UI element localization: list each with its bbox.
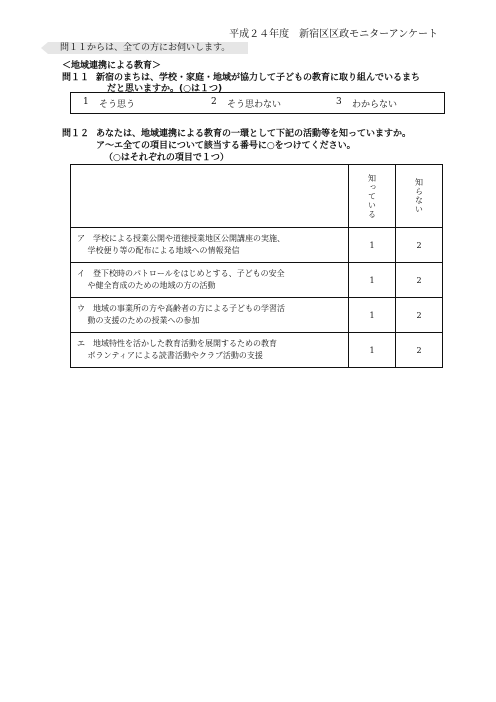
row-e-mark: エ <box>77 339 85 348</box>
row-i-item <box>71 263 349 298</box>
table-row <box>71 298 443 333</box>
row-e-line1: 地域特性を活かした教育活動を展開するための教育 <box>93 339 277 348</box>
q11-number: 問１１ <box>62 73 90 83</box>
table-row <box>71 228 443 263</box>
q12-number: 問１２ <box>62 129 90 139</box>
q12-text-line2: ア～エ全ての項目について該当する番号に○をつけてください。 <box>96 141 356 151</box>
row-a-mark: ア <box>77 234 85 243</box>
notice-banner <box>48 42 248 54</box>
row-a-line2: 学校便り等の配布による地域への情報発信 <box>87 246 240 255</box>
q11-options-box <box>70 92 445 114</box>
q11-option-2-num[interactable]: 2 <box>211 97 217 107</box>
q11-option-3-label[interactable]: わからない <box>352 100 398 110</box>
q11-option-2-label[interactable]: そう思わない <box>227 100 282 110</box>
row-u-unknown[interactable]: 2 <box>396 298 443 333</box>
q11-text-line1: 新宿のまちは、学校・家庭・地域が協力して子どもの教育に取り組んでいるまち <box>96 73 421 83</box>
q12-text-line1: あなたは、地域連携による教育の一環として下記の活動等を知っていますか。 <box>96 129 412 139</box>
q12-table <box>70 164 443 368</box>
row-a-line1: 学校による授業公開や道徳授業地区公開講座の実施、 <box>93 234 285 243</box>
col-known-header <box>349 165 396 228</box>
row-i-line2: や健全育成のための地域の方の活動 <box>87 281 216 290</box>
q11-option-1-label[interactable]: そう思う <box>99 100 136 110</box>
banner-text: 問１１からは、全ての方にお伺いします。 <box>60 43 231 53</box>
row-e-item <box>71 333 349 368</box>
row-a-known[interactable]: 1 <box>349 228 396 263</box>
col-unknown-header <box>396 165 443 228</box>
q11-option-1-num[interactable]: 1 <box>83 97 89 107</box>
row-a-unknown[interactable]: 2 <box>396 228 443 263</box>
row-i-line1: 登下校時のパトロールをはじめとする、子どもの安全 <box>93 269 285 278</box>
row-i-known[interactable]: 1 <box>349 263 396 298</box>
q11-text-line2: だと思いますか。(○は１つ) <box>107 84 223 94</box>
table-row <box>71 333 443 368</box>
col-unknown-label: 知らない <box>414 178 424 214</box>
row-a-item <box>71 228 349 263</box>
row-u-line2: 動の支援のための授業への参加 <box>87 316 200 325</box>
row-i-unknown[interactable]: 2 <box>396 263 443 298</box>
row-u-item <box>71 298 349 333</box>
q11-option-3-num[interactable]: 3 <box>336 97 342 107</box>
row-e-known[interactable]: 1 <box>349 333 396 368</box>
section-title: ＜地域連携による教育＞ <box>62 61 162 71</box>
row-e-line2: ボランティアによる読書活動やクラブ活動の支援 <box>87 351 263 360</box>
row-u-mark: ウ <box>77 304 85 313</box>
table-header-blank <box>71 165 349 228</box>
row-e-unknown[interactable]: 2 <box>396 333 443 368</box>
table-row <box>71 263 443 298</box>
row-u-known[interactable]: 1 <box>349 298 396 333</box>
banner-arrow-icon <box>41 42 48 54</box>
table-header-row <box>71 165 443 228</box>
col-known-label: 知っている <box>367 173 377 219</box>
q12-text-line3: （○はそれぞれの項目で１つ） <box>104 153 229 163</box>
row-i-mark: イ <box>77 269 85 278</box>
page-header: 平成２４年度 新宿区区政モニターアンケート <box>229 29 438 40</box>
row-u-line1: 地域の事業所の方や高齢者の方による子どもの学習活 <box>93 304 285 313</box>
